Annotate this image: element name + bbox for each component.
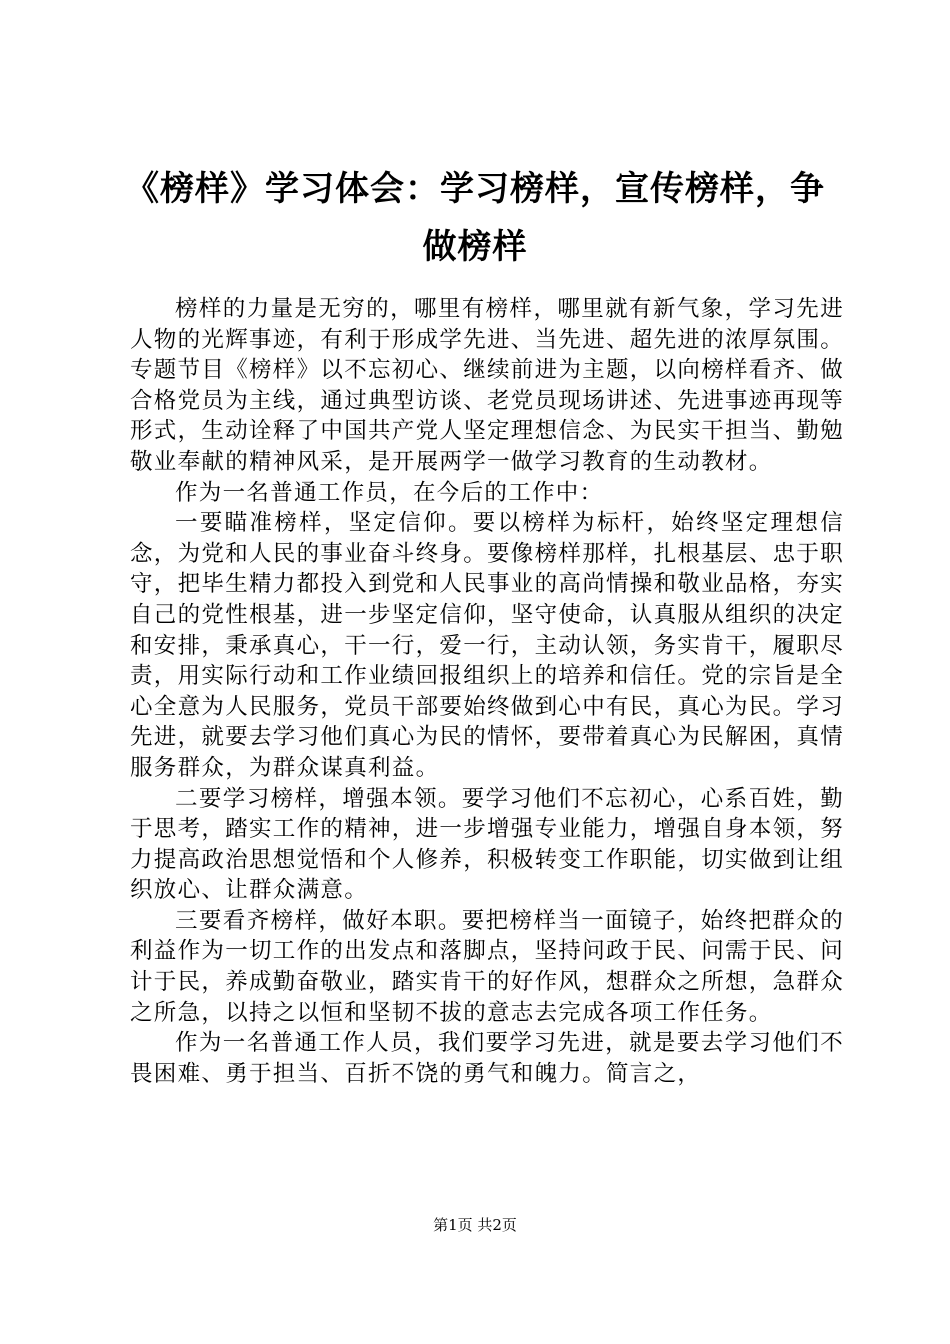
paragraph: 作为一名普通工作员，在今后的工作中： — [175, 479, 604, 506]
paragraph: 三要看齐榜样，做好本职。要把榜样当一面镜子，始终把群众的利益作为一切工作的出发点和落脚点，坚持问政于民、问需于民、问计于民，养成勤奋敬业，踏实肯干的好作风，想群众之所想，急群众之所急，以持之以恒和坚韧不拔的意志去完成各项工作任务。 — [130, 907, 845, 1026]
page-number-footer: 第1页 共2页 — [433, 1216, 517, 1234]
paragraph: 一要瞄准榜样，坚定信仰。要以榜样为标杆，始终坚定理想信念，为党和人民的事业奋斗终身。要像榜样那样，扎根基层、忠于职守，把毕生精力都投入到党和人民事业的高尚情操和敬业品格，夯实自己的党性根基，进一步坚定信仰，坚守使命，认真服从组织的决定和安排，秉承真心，干一行，爱一行，主动认领，务实肯干，履职尽责，用实际行动和工作业绩回报组织上的培养和信任。党的宗旨是全心全意为人民服务，党员干部要始终做到心中有民，真心为民。学习先进，就要去学习他们真心为民的情怀，要带着真心为民解困，真情服务群众，为群众谋真利益。 — [130, 510, 845, 781]
document-title: 《榜样》学习体会：学习榜样，宣传榜样，争做榜样 — [125, 169, 825, 267]
paragraph: 榜样的力量是无穷的，哪里有榜样，哪里就有新气象，学习先进人物的光辉事迹，有利于形成学先进、当先进、超先进的浓厚氛围。专题节目《榜样》以不忘初心、继续前进为主题，以向榜样看齐、做合格党员为主线，通过典型访谈、老党员现场讲述、先进事迹再现等形式，生动诠释了中国共产党人坚定理想信念、为民实干担当、勤勉敬业奉献的精神风采，是开展两学一做学习教育的生动教材。 — [130, 296, 845, 475]
document-body — [130, 294, 844, 1089]
paragraph: 二要学习榜样，增强本领。要学习他们不忘初心，心系百姓，勤于思考，踏实工作的精神，进一步增强专业能力，增强自身本领，努力提高政治思想觉悟和个人修养，积极转变工作职能，切实做到让组织放心、让群众满意。 — [130, 785, 845, 904]
paragraph: 作为一名普通工作人员，我们要学习先进，就是要去学习他们不畏困难、勇于担当、百折不饶的勇气和魄力。简言之， — [130, 1030, 844, 1087]
